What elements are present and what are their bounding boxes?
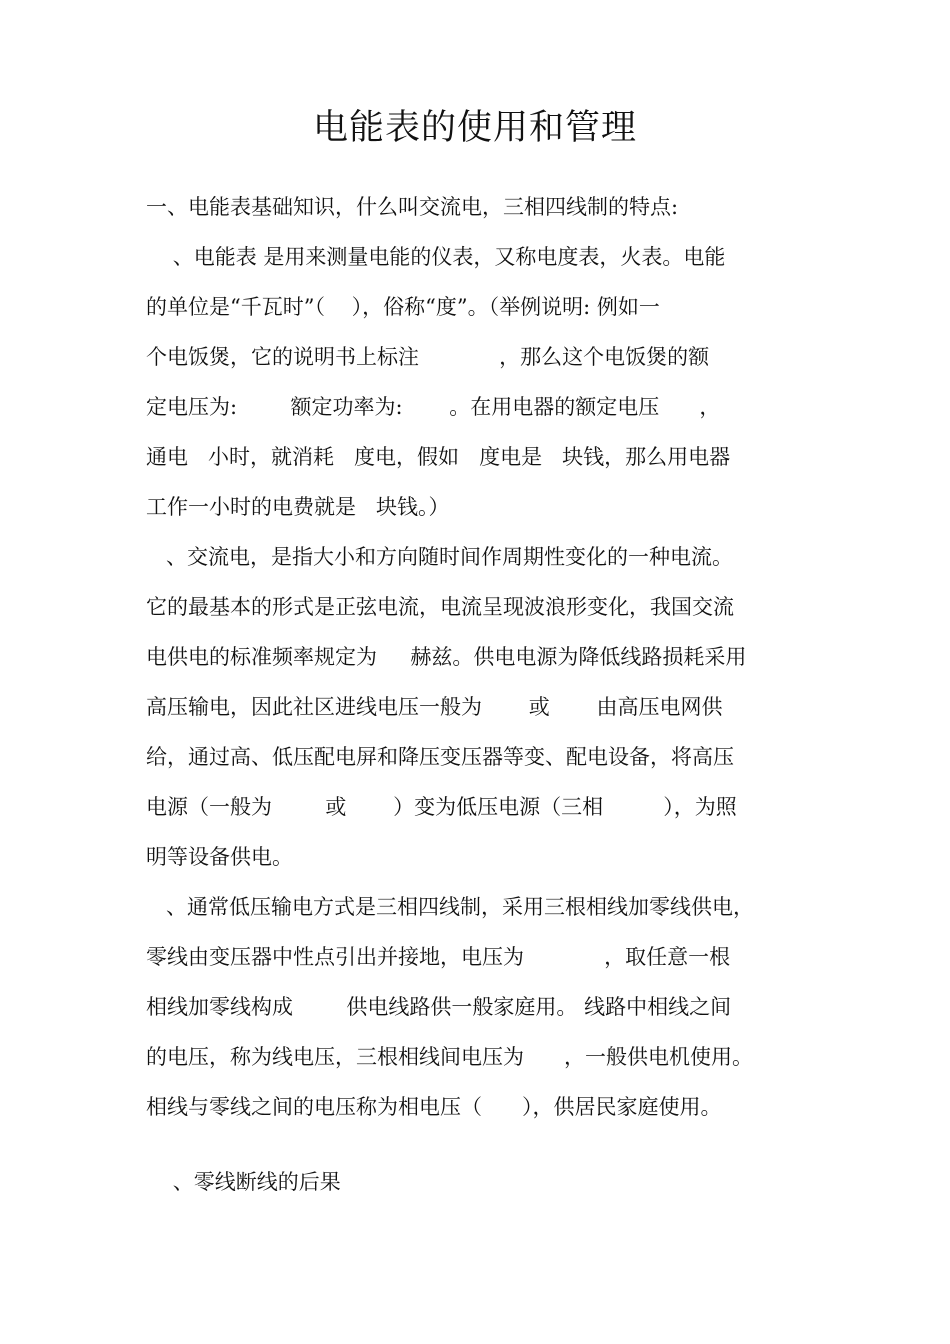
blank-line: [146, 1132, 808, 1157]
document-body: [146, 182, 808, 1207]
paragraph-line: 电供电的标准频率规定为 赫兹。供电电源为降低线路损耗采用: [146, 645, 747, 669]
paragraph-line: 零线由变压器中性点引出并接地，电压为 ，取任意一根: [146, 945, 731, 969]
section-heading: 一、电能表基础知识，什么叫交流电，三相四线制的特点:: [146, 195, 679, 219]
subsection-heading: 、零线断线的后果: [146, 1170, 341, 1194]
paragraph-line: 给，通过高、低压配电屏和降压变压器等变、配电设备，将高压: [146, 745, 734, 769]
paragraph-line: 工作一小时的电费就是 块钱。）: [146, 495, 450, 519]
paragraph-line: 明等设备供电。: [146, 845, 293, 869]
paragraph-line: 它的最基本的形式是正弦电流，电流呈现波浪形变化，我国交流: [146, 595, 734, 619]
paragraph-line: 高压输电，因此社区进线电压一般为 或 由高压电网供: [146, 695, 723, 719]
paragraph-line: 通电 小时，就消耗 度电，假如 度电是 块钱，那么用电器: [146, 445, 731, 469]
paragraph-line: 的电压，称为线电压，三根相线间电压为 ，一般供电机使用。: [146, 1045, 754, 1069]
document-title: 电能表的使用和管理: [312, 108, 637, 148]
paragraph-line: 、电能表 是用来测量电能的仪表，又称电度表，火表。电能: [146, 245, 726, 269]
paragraph-line: 相线加零线构成 供电线路供一般家庭用。 线路中相线之间: [146, 995, 732, 1019]
paragraph-line: 、交流电，是指大小和方向随时间作周期性变化的一种电流。: [146, 545, 734, 569]
paragraph-line: 电源（一般为 或 ）变为低压电源（三相 ），为照: [146, 795, 737, 819]
paragraph-line: 的单位是“千瓦时”（ ），俗称“度”。（举例说明: 例如一: [146, 295, 660, 319]
paragraph-line: 个电饭煲，它的说明书上标注 ，那么这个电饭煲的额: [146, 345, 710, 369]
paragraph-line: 定电压为: 额定功率为: 。在用电器的额定电压 ，: [146, 395, 721, 419]
paragraph-line: 相线与零线之间的电压称为相电压（ ），供居民家庭使用。: [146, 1095, 722, 1119]
paragraph-line: 、通常低压输电方式是三相四线制，采用三根相线加零线供电，: [146, 895, 755, 919]
